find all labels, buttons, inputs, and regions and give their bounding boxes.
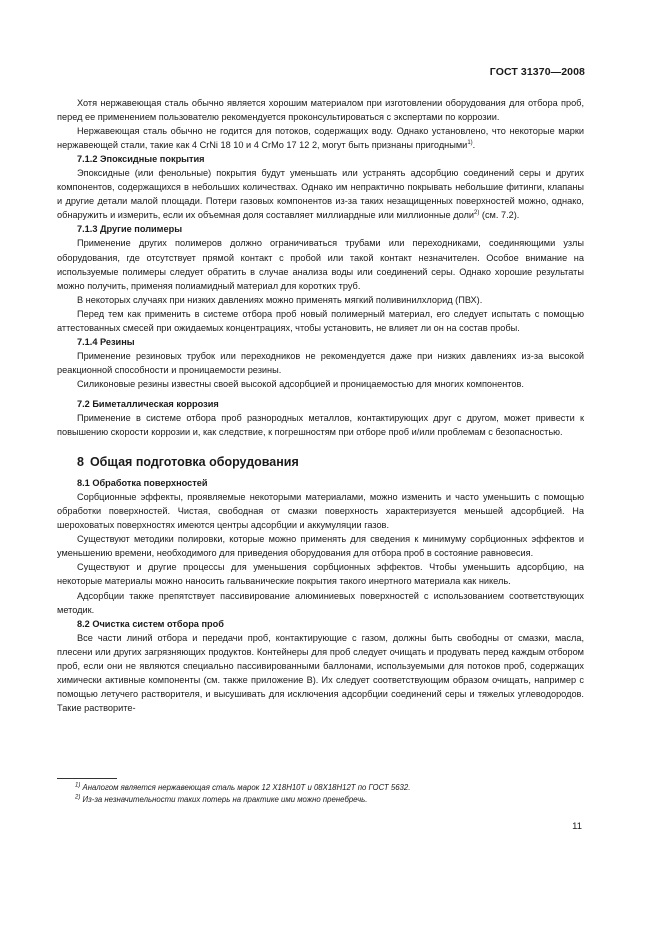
paragraph: Хотя нержавеющая сталь обычно является хорошим материалом при изготовлении оборудования для отбора проб, перед ее применением пользователю рекомендуется проконсультироваться с экспертами по коррозии. xyxy=(57,98,584,123)
section-heading-8-1: 8.1 Обработка поверхностей xyxy=(77,478,208,489)
paragraph: Адсорбции также препятствует пассивирование алюминиевых поверхностей с использованием соответствующих методик. xyxy=(57,590,584,615)
paragraph: Сорбционные эффекты, проявляемые некоторыми материалами, можно изменить и часто уменьшить с помощью обработки поверхностей. Чистая, свободная от смазки поверхность характеризуется меньшей адсорбцией. На шероховатых поверхностях имеются центры адсорбции и аккумуляции газов. xyxy=(57,492,584,531)
footnote-2: $^{2)}$ Из-за незначительности таких потерь на практике ими можно пренебречь. xyxy=(75,794,368,804)
section-heading-8-2: 8.2 Очистка систем отбора проб xyxy=(77,618,224,629)
paragraph: Применение в системе отбора проб разнородных металлов, контактирующих друг с другом, может привести к повышению скорости коррозии и, как следствие, к погрешностям при отборе проб и/или проблемам с безопасностью. xyxy=(57,413,584,438)
paragraph: Эпоксидные (или фенольные) покрытия будут уменьшать или устранять адсорбцию соединений серы и других компонентов, содержащихся в небольших количествах. Однако им непрактично покрывать небольшие фитинги, клапаны и другие детали малой площади. Потери газовых компонентов из-за таких незащищенных поверхностей можно, однако, обнаружить и измерить, если их объемная доля составляет миллиардные или миллионные доли$^{2)}$ (см. 7.2). xyxy=(57,168,584,221)
paragraph: Перед тем как применить в системе отбора проб новый полимерный материал, его следует испытать с помощью аттестованных смесей при ожидаемых концентрациях, чтобы установить, не влияет ли он на состав пробы. xyxy=(57,308,584,333)
section-heading-8: 8 Общая подготовка оборудования xyxy=(77,455,299,470)
page-body xyxy=(57,96,584,715)
paragraph: Существуют методики полировки, которые можно применять для сведения к минимуму сорбционных эффектов и уменьшению времени, необходимого для приведения оборудования для отбора проб в состояние равновесия. xyxy=(57,534,584,559)
paragraph: Применение других полимеров должно ограничиваться трубами или переходниками, соединяющими узлы оборудования, где отсутствует прямой контакт с пробой или такой контакт незначителен. Особое внимание на используемые полимеры следует обратить в случае анализа воды или соединений серы. Однако хорошие результаты можно получить, применяя полиамидный материал для коротких труб. xyxy=(57,238,584,291)
footnote-ref-1: 1) xyxy=(467,140,473,147)
subsection-heading-7-1-2: 7.1.2 Эпоксидные покрытия xyxy=(77,154,205,165)
footnote-ref-2: 2) xyxy=(473,210,480,217)
footnote-1: $^{1)}$ Аналогом является нержавеющая сталь марок 12 Х18Н10Т и 08Х18Н12Т по ГОСТ 5632. xyxy=(75,782,411,792)
subsection-heading-7-1-4: 7.1.4 Резины xyxy=(77,336,135,347)
paragraph: Нержавеющая сталь обычно не годится для потоков, содержащих воду. Однако установлено, что некоторые марки нержавеющей стали, такие как 4 CrNi 18 10 и 4 CrMo 17 12 2, могут быть признаны пригодными$^{1)}$. xyxy=(57,126,584,151)
paragraph: Применение резиновых трубок или переходников не рекомендуется даже при низких давлениях из-за высокой реакционной способности и проницаемости резины. xyxy=(57,350,584,375)
paragraph: Все части линий отбора и передачи проб, контактирующие с газом, должны быть свободны от смазки, масла, плесени или других загрязняющих продуктов. Контейнеры для проб следует очищать и продувать перед каждым отбором проб, если они не являются специально пассивированными баллонами, используемыми для потоков проб, содержащих химически активные компоненты (см. также приложение В). Их следует соответствующим образом очищать, например с помощью летучего растворителя, и высушивать для исключения адсорбции соединений серы и тяжелых углеводородов. Такие растворите- xyxy=(57,632,584,713)
footnote-separator xyxy=(57,778,117,779)
page-number: 11 xyxy=(572,821,582,832)
paragraph: В некоторых случаях при низких давлениях можно применять мягкий поливинилхлорид (ПВХ). xyxy=(77,294,483,305)
footnotes xyxy=(57,778,584,806)
document-code-header: ГОСТ 31370—2008 xyxy=(489,66,585,78)
paragraph: Силиконовые резины известны своей высокой адсорбцией и проницаемостью для многих компонентов. xyxy=(77,378,524,389)
section-heading-7-2: 7.2 Биметаллическая коррозия xyxy=(77,398,219,409)
paragraph: Существуют и другие процессы для уменьшения сорбционных эффектов. Чтобы уменьшить адсорбцию, на некоторые материалы можно наносить гальванические покрытия такого инертного материала как никель. xyxy=(57,562,584,587)
subsection-heading-7-1-3: 7.1.3 Другие полимеры xyxy=(77,224,183,235)
